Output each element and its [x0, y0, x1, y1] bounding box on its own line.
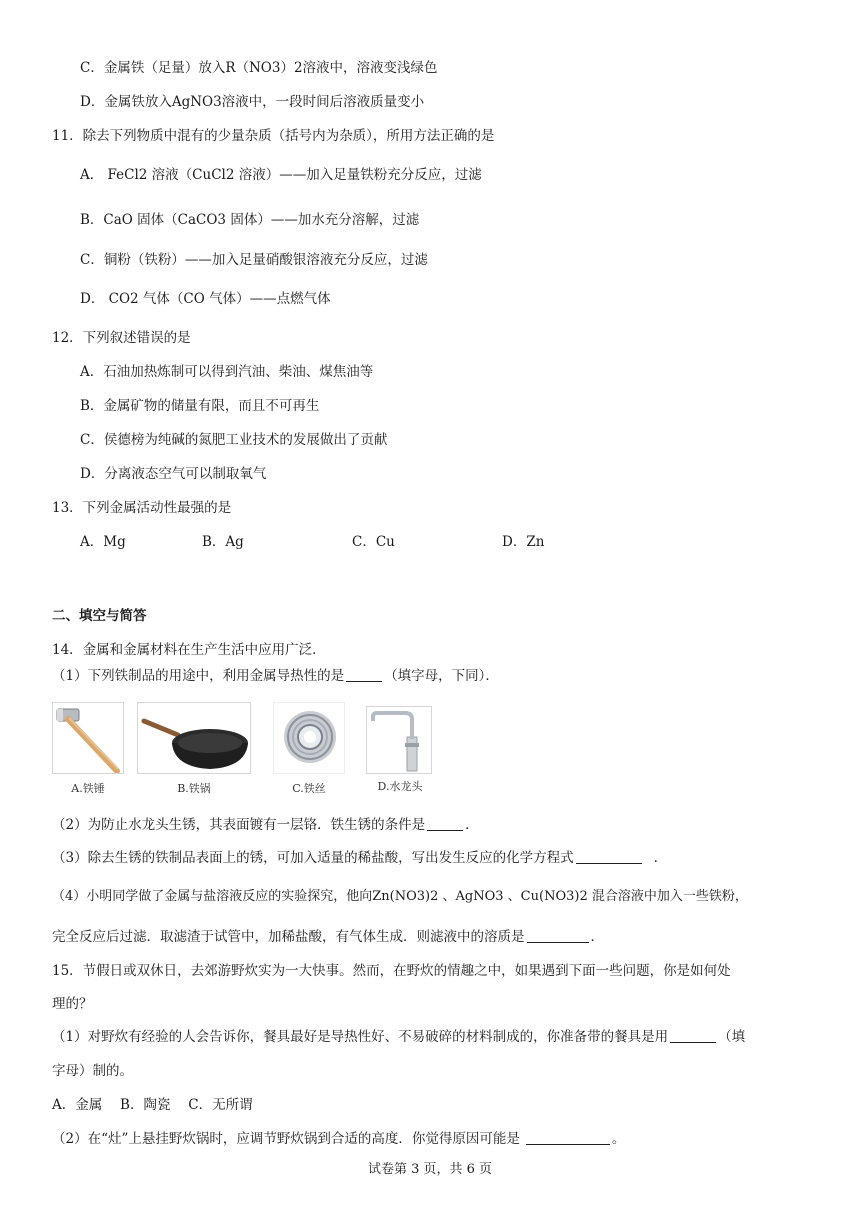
- q15-stem-line2: 理的？: [52, 996, 93, 1012]
- q15-part1-options: A．金属 B．陶瓷 C．无所谓: [52, 1097, 253, 1113]
- q15-part1-line2: 字母）制的。: [52, 1063, 133, 1079]
- q13-option-b: B．Ag: [202, 534, 244, 550]
- q15-stem-line1: 15．节假日或双休日，去郊游野炊实为一大快事。然而，在野炊的情趣之中，如果遇到下面一些问题，你是如何处: [52, 963, 731, 979]
- q11-option-d: D． CO2 气体（CO 气体）——点燃气体: [80, 291, 331, 307]
- q15-part2-blank[interactable]: [526, 1130, 610, 1145]
- q14-part3-suffix: ．: [653, 850, 668, 866]
- q14-part3: [52, 848, 667, 868]
- q11-stem: 11．除去下列物质中混有的少量杂质（括号内为杂质），所用方法正确的是: [52, 128, 495, 144]
- q14-part1-blank[interactable]: [346, 667, 382, 682]
- q14-part1-suffix: （填字母，下同）．: [384, 668, 499, 684]
- q10-option-c: C．金属铁（足量）放入R（NO3）2溶液中，溶液变浅绿色: [80, 60, 438, 76]
- q14-part2-text: （2）为防止水龙头生锈，其表面镀有一层铬．铁生锈的条件是: [52, 817, 426, 833]
- q14-part1-text: （1）下列铁制品的用途中，利用金属导热性的是: [52, 668, 345, 684]
- wok-image: [137, 702, 251, 774]
- q15-part2: [52, 1129, 625, 1149]
- q14-part1: [52, 666, 499, 686]
- q14-part4-suffix: ．: [590, 929, 604, 945]
- q14-part4-line1: （4）小明同学做了金属与盐溶液反应的实验探究，他向Zn(NO3)2 、AgNO3 、Cu(NO3)2 混合溶液中加入一些铁粉，: [52, 889, 748, 904]
- q14-part2: [52, 815, 479, 835]
- q13-option-c: C．Cu: [352, 534, 395, 550]
- q12-stem: 12．下列叙述错误的是: [52, 330, 191, 346]
- q11-option-b: B．CaO 固体（CaCO3 固体）——加水充分溶解，过滤: [80, 212, 420, 228]
- q15-part2-suffix: 。: [611, 1131, 626, 1147]
- fig-caption-b: B.铁锅: [177, 782, 211, 795]
- fig-caption-d: D.水龙头: [377, 780, 423, 793]
- page-footer: 试卷第 3 页，共 6 页: [367, 1162, 493, 1177]
- q13-stem: 13．下列金属活动性最强的是: [52, 500, 232, 516]
- q15-part2-text: （2）在“灶”上悬挂野炊锅时，应调节野炊锅到合适的高度．你觉得原因可能是: [52, 1131, 520, 1147]
- q14-part3-text: （3）除去生锈的铁制品表面上的锈，可加入适量的稀盐酸，写出发生反应的化学方程式: [52, 850, 574, 866]
- fig-caption-c: C.铁丝: [292, 782, 326, 795]
- q15-part1-suffix: （填: [718, 1029, 746, 1045]
- q10-option-d: D．金属铁放入AgNO3溶液中，一段时间后溶液质量变小: [80, 94, 425, 110]
- q13-option-a: A．Mg: [80, 534, 126, 550]
- q15-part1-blank[interactable]: [670, 1028, 716, 1043]
- fig-caption-a: A.铁锤: [71, 782, 105, 795]
- q14-part2-blank[interactable]: [427, 816, 463, 831]
- q12-option-b: B．金属矿物的储量有限，而且不可再生: [80, 398, 320, 414]
- iron-wire-image: [273, 702, 345, 774]
- q14-part2-suffix: ．: [465, 817, 479, 833]
- q12-option-a: A．石油加热炼制可以得到汽油、柴油、煤焦油等: [80, 364, 374, 380]
- q15-part1-text: （1）对野炊有经验的人会告诉你，餐具最好是导热性好、不易破碎的材料制成的，你准备带的餐具是用: [52, 1029, 669, 1045]
- q14-part4-text: 完全反应后过滤．取滤渣于试管中，加稀盐酸，有气体生成．则滤液中的溶质是: [52, 929, 525, 945]
- q14-part3-blank[interactable]: [576, 849, 642, 864]
- section-title: 二、填空与简答: [52, 608, 147, 624]
- q12-option-c: C．侯德榜为纯碱的氮肥工业技术的发展做出了贡献: [80, 432, 388, 448]
- q13-option-d: D．Zn: [502, 534, 545, 550]
- q12-option-d: D．分离液态空气可以制取氧气: [80, 466, 267, 482]
- q14-part4-line2: [52, 927, 604, 947]
- q11-option-c: C．铜粉（铁粉）——加入足量硝酸银溶液充分反应，过滤: [80, 252, 428, 268]
- q11-option-a: A． FeCl2 溶液（CuCl2 溶液）——加入足量铁粉充分反应，过滤: [80, 167, 482, 183]
- q14-part4-blank[interactable]: [527, 928, 589, 943]
- q14-stem: 14．金属和金属材料在生产生活中应用广泛．: [52, 642, 326, 658]
- hammer-image: [52, 702, 124, 774]
- faucet-image: [366, 706, 432, 774]
- q15-part1-line1: [52, 1027, 745, 1047]
